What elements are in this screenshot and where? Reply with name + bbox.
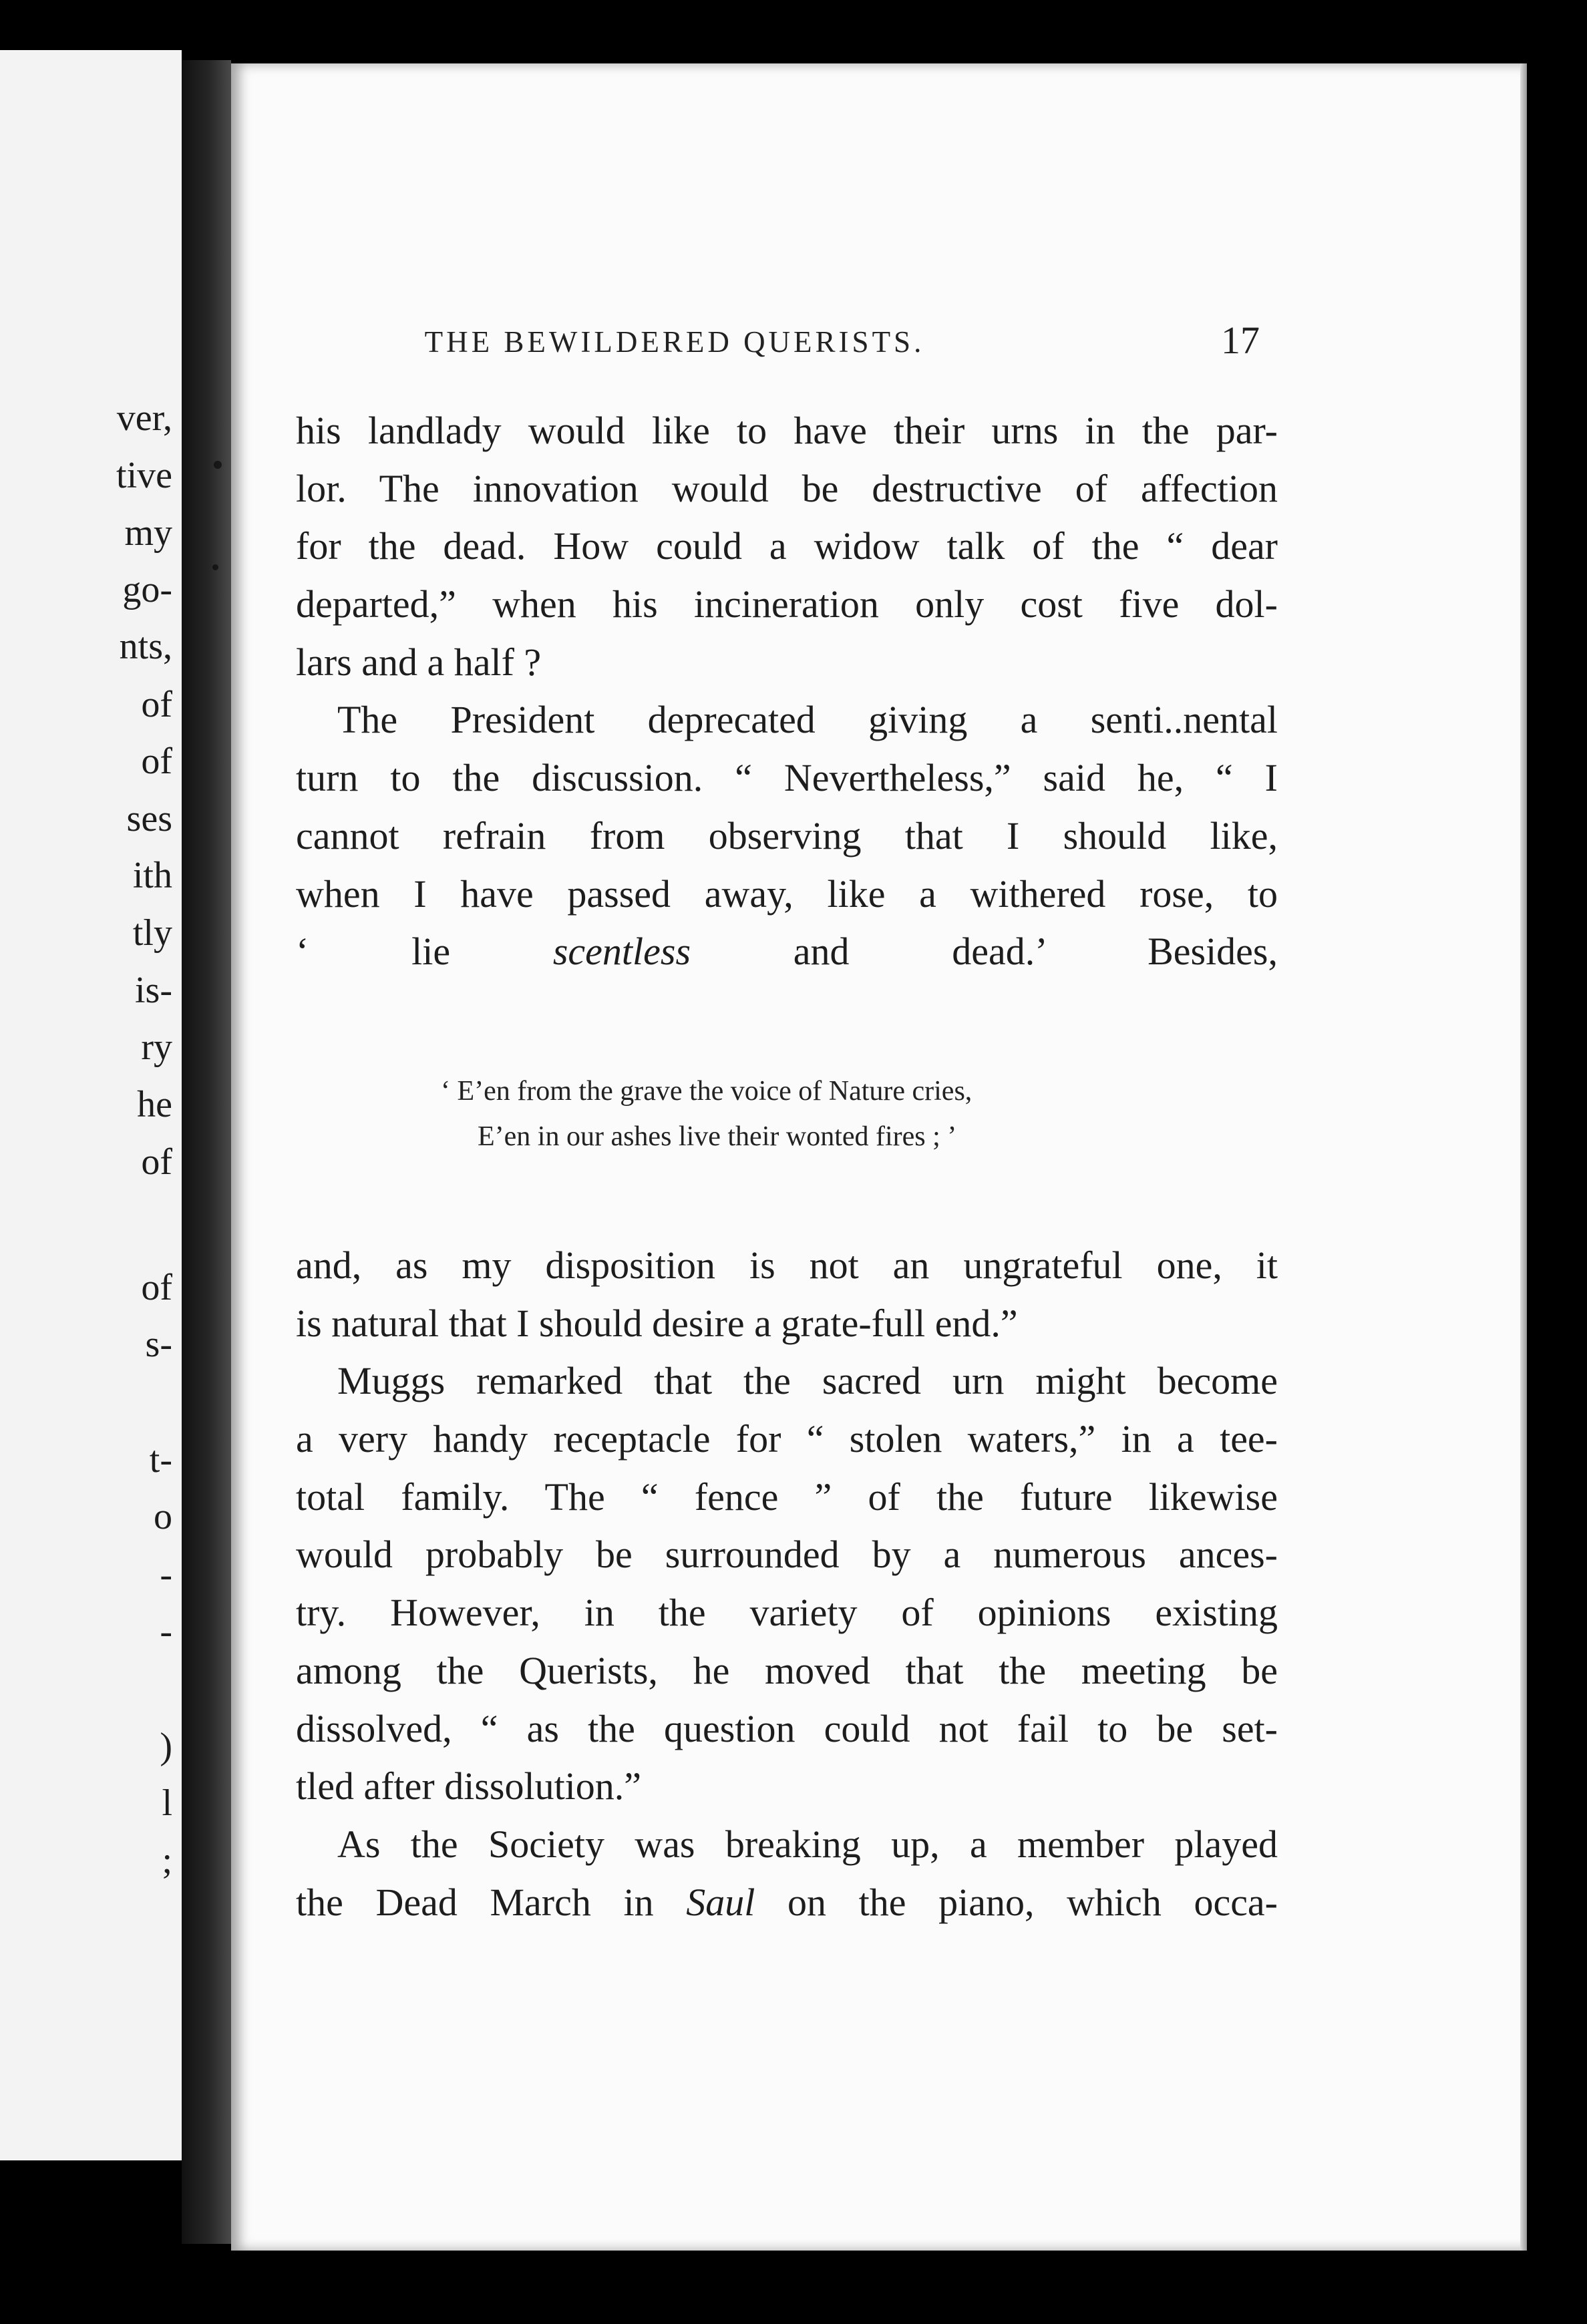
margin-speck [214,461,222,469]
text-line: Muggs remarked that the sacred urn might become [337,1359,1278,1403]
line-group-bottom [296,1237,1278,1816]
text-line: dissolved, “ as the question could not fail to be set- [296,1706,1278,1750]
page-number: 17 [1221,319,1260,362]
text-line-scentless [296,923,1278,981]
previous-page-fragment: ) [160,1726,172,1767]
line-group-top [296,402,1278,923]
previous-page-fragment: of [141,741,172,782]
text-line: cannot refrain from observing that I should like, [296,813,1278,857]
previous-page-fragment: go- [122,569,172,610]
previous-page-fragment: ver, [116,397,172,439]
text-line: is natural that I should desire a grate-full end.” [296,1301,1018,1345]
text-fragment: on the piano, which occa- [755,1880,1278,1924]
text-line: for the dead. How could a widow talk of the “ dear [296,524,1278,568]
text-line: turn to the discussion. “ Nevertheless,” said he, “ I [296,756,1278,800]
text-line: total family. The “ fence ” of the future likewise [296,1475,1278,1519]
previous-page-fragment: of [141,1141,172,1183]
previous-page-fragment: ; [162,1840,172,1881]
page-edge [1520,63,1527,2251]
previous-page-fragment: of [141,684,172,725]
paragraph-block-bottom [296,1237,1278,1931]
text-fragment: the Dead March in [296,1880,687,1924]
previous-page-fragment: tive [116,455,172,496]
paragraph-block-top [296,402,1278,981]
previous-page-fragment: he [137,1084,172,1125]
text-line: his landlady would like to have their urns in the par- [296,409,1278,452]
previous-page-fragment: tly [132,912,172,954]
previous-page-fragment: - [160,1554,172,1595]
previous-page-fragment: ry [141,1026,172,1068]
text-line: when I have passed away, like a withered rose, to [296,872,1278,916]
margin-speck [212,564,218,570]
previous-page-fragment: is- [135,970,172,1011]
verse-quotation [441,1069,1176,1159]
text-line: lars and a half ? [296,640,542,684]
previous-page-fragment: of [141,1267,172,1308]
previous-page-fragment: t- [149,1439,172,1481]
text-fragment: and dead.’ Besides, [691,930,1278,974]
previous-page-fragment: nts, [119,626,172,667]
italic-word-saul: Saul [686,1880,755,1924]
text-line: try. However, in the variety of opinions existing [296,1591,1278,1635]
text-line: departed,” when his incineration only cost five dol- [296,582,1278,626]
text-line: a very handy receptacle for “ stolen waters,” in a tee- [296,1417,1278,1461]
previous-page-fragment: ith [132,855,172,896]
text-line: would probably be surrounded by a numerous ances- [296,1533,1278,1577]
italic-word-scentless: scentless [552,930,691,974]
text-line: and, as my disposition is not an ungrateful one, it [296,1243,1278,1287]
previous-page-fragment: s- [145,1324,172,1365]
text-line: among the Querists, he moved that the meeting be [296,1648,1278,1692]
previous-page-fragment: l [162,1782,172,1824]
book-gutter [182,60,231,2244]
text-line: As the Society was breaking up, a member played [337,1822,1278,1866]
verse-line: ‘ E’en from the grave the voice of Nature cries, [441,1076,973,1107]
running-head: THE BEWILDERED QUERISTS. [424,325,925,359]
text-line-saul [296,1874,1278,1932]
previous-page-fragment: o [154,1496,172,1537]
verse-line: E’en in our ashes live their wonted fires ; ’ [478,1121,957,1152]
text-line: tled after dissolution.” [296,1764,642,1808]
previous-page-fragment: - [160,1611,172,1652]
text-line: lor. The innovation would be destructive of affection [296,466,1278,510]
previous-page-fragment: my [124,512,172,554]
previous-page-fragment: ses [126,798,172,839]
text-line: The President deprecated giving a senti..nental [337,698,1278,742]
previous-page-sliver [0,50,182,2160]
text-fragment: ‘ lie [296,930,553,974]
